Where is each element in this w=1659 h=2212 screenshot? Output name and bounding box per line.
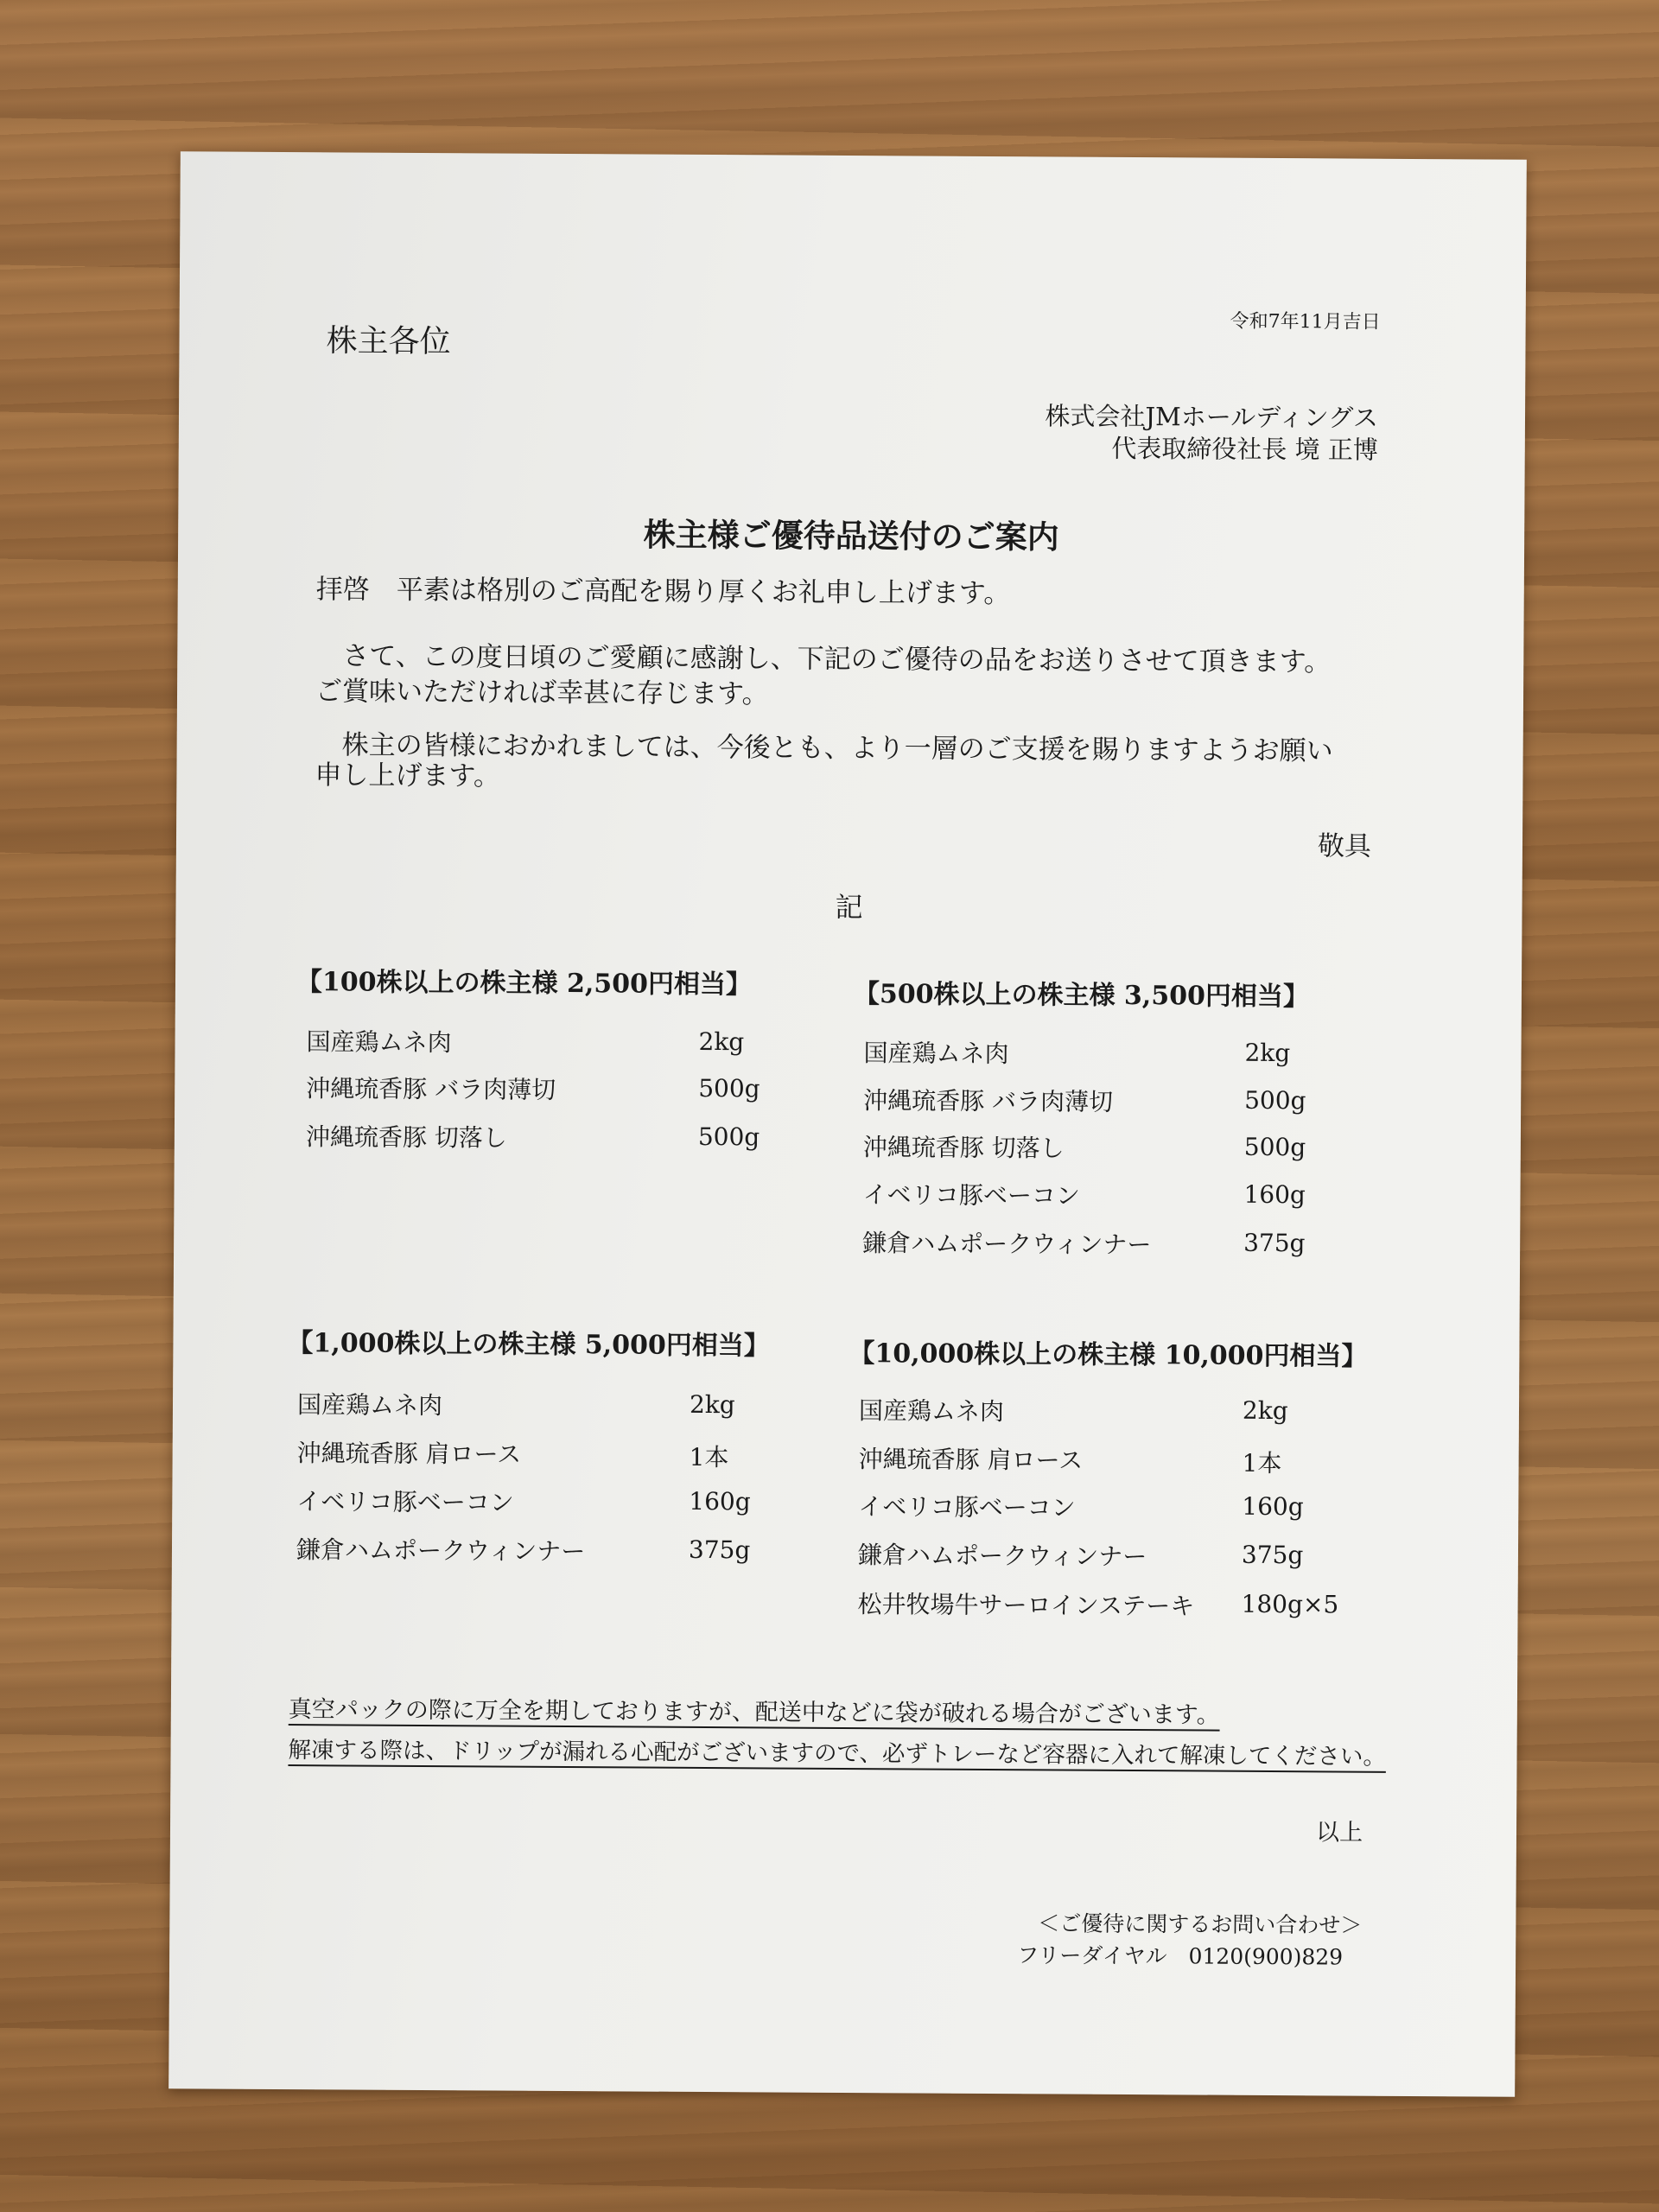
item-name: 国産鶏ムネ肉 [296, 1390, 443, 1421]
item-name: 国産鶏ムネ肉 [306, 1027, 452, 1058]
ki-heading: 記 [835, 890, 863, 925]
tier-heading: 【100株以上の株主様 2,500円相当】 [296, 967, 753, 1001]
item-name: 沖縄琉香豚 肩ロース [296, 1439, 522, 1469]
item-name: 鎌倉ハムポークウィンナー [862, 1229, 1152, 1260]
item-qty: 160g [1243, 1179, 1306, 1210]
item-qty: 160g [689, 1486, 751, 1516]
item-qty: 160g [1242, 1491, 1304, 1522]
item-name: 鎌倉ハムポークウィンナー [296, 1535, 586, 1567]
tier-heading: 【500株以上の株主様 3,500円相当】 [853, 979, 1310, 1013]
item-qty: 2kg [698, 1027, 745, 1057]
item-qty: 375g [1243, 1228, 1306, 1258]
item-qty: 180g×5 [1241, 1589, 1339, 1619]
date: 令和7年11月吉日 [1230, 310, 1381, 334]
addressee: 株主各位 [326, 323, 451, 360]
body-line: 申し上げます。 [315, 760, 501, 792]
signatory: 代表取締役社長 境 正博 [1111, 433, 1378, 465]
tier-heading: 【10,000株以上の株主様 10,000円相当】 [849, 1338, 1368, 1372]
item-name: イベリコ豚ベーコン [862, 1180, 1081, 1211]
item-qty: 375g [1241, 1540, 1304, 1570]
body-line: 拝啓 平素は格別のご高配を賜り厚くお礼申し上げます。 [315, 574, 1011, 610]
item-name: 国産鶏ムネ肉 [858, 1396, 1005, 1427]
item-name: 鎌倉ハムポークウィンナー [857, 1541, 1147, 1572]
closing: 敬具 [1317, 830, 1372, 862]
item-name: 沖縄琉香豚 肩ロース [858, 1445, 1084, 1475]
item-qty: 375g [688, 1535, 751, 1565]
item-name: 国産鶏ムネ肉 [863, 1039, 1009, 1069]
item-qty: 1本 [689, 1442, 729, 1472]
item-name: 沖縄琉香豚 切落し [862, 1133, 1065, 1163]
item-name: イベリコ豚ベーコン [858, 1492, 1076, 1522]
letter-paper [168, 151, 1527, 2096]
tier-heading: 【1,000株以上の株主様 5,000円相当】 [287, 1328, 770, 1362]
item-qty: 1本 [1242, 1448, 1282, 1478]
item-name: 沖縄琉香豚 バラ肉薄切 [306, 1074, 556, 1104]
item-name: 沖縄琉香豚 バラ肉薄切 [863, 1086, 1114, 1116]
contact-phone: フリーダイヤル 0120(900)829 [1017, 1942, 1344, 1970]
note-line: 真空パックの際に万全を期しておりますが、配送中などに袋が破れる場合がございます。 [288, 1696, 1220, 1729]
item-qty: 2kg [1242, 1395, 1288, 1426]
body-line: ご賞味いただければ幸甚に存じます。 [315, 676, 769, 710]
item-qty: 500g [698, 1073, 760, 1103]
company-name: 株式会社JMホールディングス [1045, 401, 1379, 433]
page-title: 株主様ご優待品送付のご案内 [643, 515, 1059, 556]
item-qty: 2kg [1244, 1038, 1291, 1068]
item-name: 松井牧場牛サーロインステーキ [857, 1590, 1195, 1621]
body-line: さて、この度日頃のご愛顧に感謝し、下記のご優待の品をお送りさせて頂きます。 [315, 640, 1332, 678]
item-name: 沖縄琉香豚 切落し [305, 1122, 507, 1153]
item-qty: 500g [1243, 1132, 1306, 1162]
body-line: 株主の皆様におかれましては、今後とも、より一層のご支援を賜りますようお願い [315, 729, 1333, 767]
item-qty: 500g [697, 1122, 760, 1152]
contact-heading: ＜ご優待に関するお問い合わせ＞ [1038, 1910, 1363, 1938]
item-qty: 500g [1244, 1085, 1306, 1116]
note-line: 解凍する際は、ドリップが漏れる心配がございますので、必ずトレーなど容器に入れて解凍してください。 [288, 1737, 1387, 1770]
item-name: イベリコ豚ベーコン [296, 1487, 514, 1517]
end-mark: 以上 [1315, 1819, 1363, 1847]
item-qty: 2kg [689, 1389, 735, 1420]
